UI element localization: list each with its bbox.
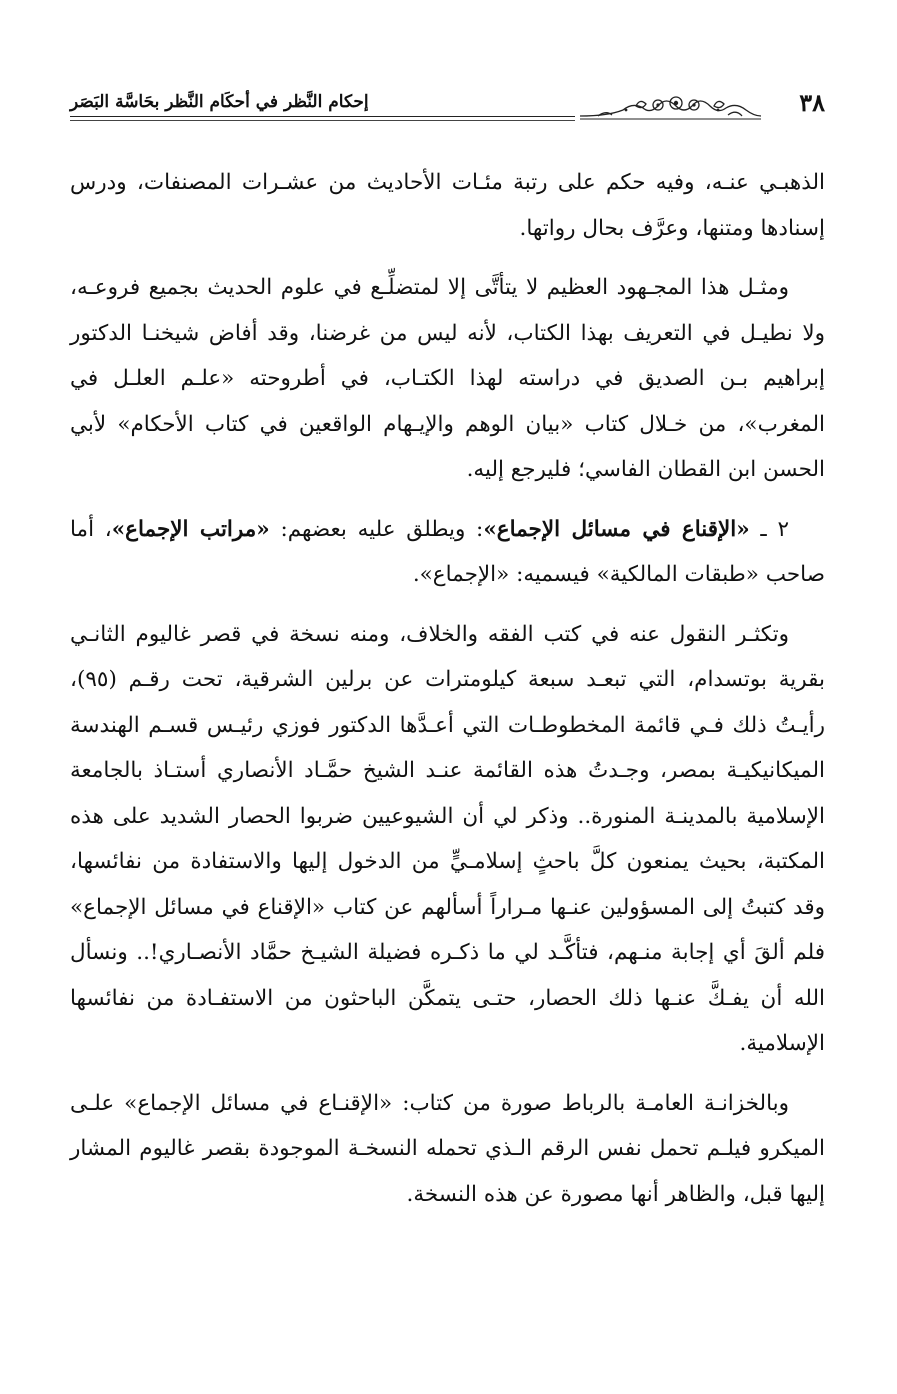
paragraph-3-rest: ، أما صاحب «طبقات المالكية» فيسميه: «الإجماع». bbox=[70, 516, 825, 587]
paragraph-4: وتكثـر النقول عنه في كتب الفقه والخلاف، ومنه نسخة في قصر غاليوم الثانـي بقرية بوتسدام، التي تبعـد سبعة كيلومترات عن برلين الشرقية، تحت رقـم (٩٥)، رأيـتُ ذلك فـي قائمة المخطوطـات التي أعـدَّها الدكتور فوزي رئيـس قسـم الهندسة الميكانيكيـة بمصر، وجـدتُ هذه القائمة عنـد الشيخ حمَّـاد الأنصاري أستـاذ بالجامعة الإسلامية بالمدينـة المنورة.. وذكر لي أن الشيوعيين ضربوا الحصار الشديد على هذه المكتبة، بحيث يمنعون كلَّ باحثٍ إسلامـيٍّ من الدخول إليها والاستفادة من نفائسها، وقد كتبتُ إلى المسؤولين عنـها مـراراً أسألهم عن كتاب «الإقناع في مسائل الإجماع» فلم ألقَ أي إجابة منـهم، فتأكَّـد لي ما ذكـره فضيلة الشيـخ حمَّاد الأنصـاري!.. ونسأل الله أن يفـكَّ عنـها ذلك الحصار، حتـى يتمكَّن الباحثون من الاستفـادة من نفائسها الإسلامية. bbox=[70, 621, 825, 1056]
ornament-icon bbox=[578, 88, 763, 122]
paragraph-5: وبالخزانـة العامـة بالرباط صورة من كتاب: «الإقنـاع في مسائل الإجماع» علـى الميكرو فيلـم تحمل نفس الرقم الـذي تحمله النسخـة الموجودة بقصر غاليوم المشار إليها قبل، والظاهر أنها مصورة عن هذه النسخة. bbox=[70, 1090, 825, 1207]
item-number: ٢ ـ bbox=[749, 516, 789, 542]
header-rule bbox=[70, 116, 575, 117]
body-text bbox=[70, 160, 825, 1231]
running-title: إحكام النَّظر في أحكَام النَّظر بحَاسَّة البَصَر bbox=[70, 92, 369, 112]
header-rule-thin bbox=[70, 120, 575, 121]
alt-title-bold: «مراتب الإجماع» bbox=[111, 516, 270, 542]
paragraph-1: الذهبـي عنـه، وفيه حكم على رتبة مئـات الأحاديث من عشـرات المصنفات، ودرس إسنادها ومتنها، وعرَّف بحال رواتها. bbox=[70, 170, 825, 241]
book-title-bold: «الإقناع في مسائل الإجماع» bbox=[483, 516, 750, 542]
paragraph-3 bbox=[70, 507, 825, 598]
paragraph-3-middle: : ويطلق عليه بعضهم: bbox=[269, 516, 484, 542]
paragraph-2: ومثـل هذا المجـهود العظيم لا يتأتَّى إلا لمتضلِّـع في علوم الحديث بجميع فروعـه، ولا نطيـل في التعريف بهذا الكتاب، لأنه ليس من غرضنا، وقد أفاض شيخنـا الدكتور إبراهيم بـن الصديق في دراسته لهذا الكتـاب، في أطروحته «علـم العلـل في المغرب»، من خـلال كتاب «بيان الوهم والإيـهام الواقعين في كتاب الأحكام» لأبي الحسن ابن القطان الفاسي؛ فليرجع إليه. bbox=[70, 275, 825, 482]
running-header bbox=[70, 80, 825, 130]
page-number: ٣٨ bbox=[799, 88, 825, 117]
